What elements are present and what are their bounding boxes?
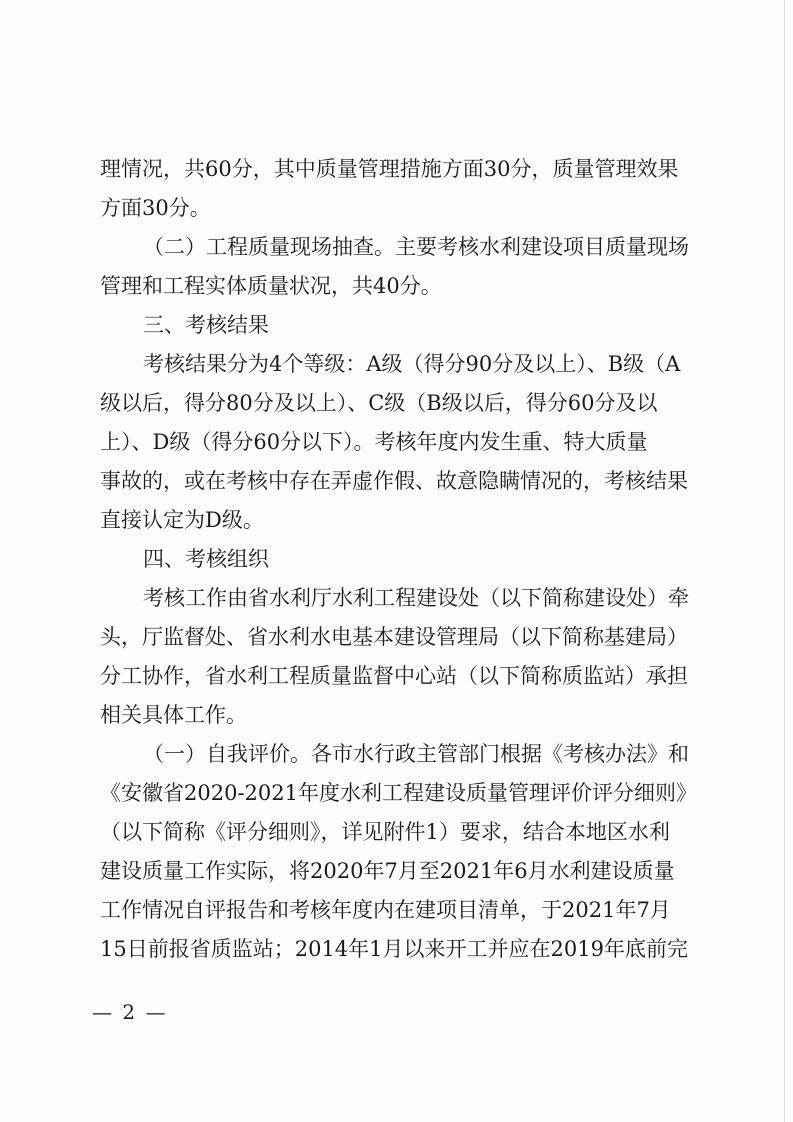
text-line bbox=[100, 579, 689, 618]
text-line-content: 上）、D级（得分60分以下）。考核年度内发生重、特大质量 bbox=[100, 430, 648, 454]
text-line bbox=[100, 657, 688, 696]
text-line-content: 直接认定为D级。 bbox=[100, 508, 264, 532]
text-line bbox=[100, 189, 685, 228]
text-line-content: 《安徽省2020-2021年度水利工程建设质量管理评价评分细则》 bbox=[100, 781, 697, 805]
text-line bbox=[100, 228, 689, 267]
text-line-content: 工作情况自评报告和考核年度内在建项目清单，于2021年7月 bbox=[100, 898, 671, 922]
document-body bbox=[100, 150, 697, 969]
text-line-content: 相关具体工作。 bbox=[100, 703, 247, 727]
text-line bbox=[100, 735, 689, 774]
text-line-content: 理情况，共60分，其中质量管理措施方面30分，质量管理效果 bbox=[100, 157, 679, 181]
text-line bbox=[100, 696, 685, 735]
section-heading-text: 四、考核组织 bbox=[143, 547, 269, 571]
text-line-content: 考核工作由省水利厅水利工程建设处（以下简称建设处）牵 bbox=[143, 586, 689, 610]
text-line-content: 级以后，得分80分及以上）、C级（B级以后，得分60分及以 bbox=[100, 391, 658, 415]
text-line bbox=[100, 774, 697, 813]
text-line bbox=[100, 423, 685, 462]
text-line-content: 方面30分。 bbox=[100, 196, 211, 220]
text-line-content: （一）自我评价。各市水行政主管部门根据《考核办法》和 bbox=[143, 742, 689, 766]
text-line bbox=[100, 345, 685, 384]
text-line-content: （以下简称《评分细则》，详见附件1）要求，结合本地区水利 bbox=[100, 820, 670, 844]
text-line-content: 管理和工程实体质量状况，共40分。 bbox=[100, 274, 442, 298]
text-line-content: 建设质量工作实际，将2020年7月至2021年6月水利建设质量 bbox=[100, 859, 675, 883]
text-line-content: （二）工程质量现场抽查。主要考核水利建设项目质量现场 bbox=[143, 235, 689, 259]
text-line bbox=[100, 501, 685, 540]
text-line-content: 考核结果分为4个等级：A级（得分90分及以上）、B级（A bbox=[143, 352, 681, 376]
text-line-content: 分工协作，省水利工程质量监督中心站（以下简称质监站）承担 bbox=[100, 664, 688, 688]
section-heading bbox=[100, 306, 685, 345]
text-line bbox=[100, 462, 688, 501]
text-line bbox=[100, 150, 685, 189]
text-line-content: 事故的，或在考核中存在弄虚作假、故意隐瞒情况的，考核结果 bbox=[100, 469, 688, 493]
page-number: — 2 — bbox=[92, 1000, 168, 1024]
text-line-content: 头，厅监督处、省水利水电基本建设管理局（以下简称基建局） bbox=[100, 625, 688, 649]
text-line bbox=[100, 930, 688, 969]
text-line bbox=[100, 618, 688, 657]
text-line bbox=[100, 384, 685, 423]
scan-edge-line bbox=[784, 0, 785, 1122]
section-heading-text: 三、考核结果 bbox=[143, 313, 269, 337]
text-line bbox=[100, 813, 685, 852]
text-line-content: 15日前报省质监站；2014年1月以来开工并应在2019年底前完 bbox=[100, 937, 688, 961]
text-line bbox=[100, 852, 685, 891]
section-heading bbox=[100, 540, 685, 579]
text-line bbox=[100, 891, 685, 930]
text-line bbox=[100, 267, 685, 306]
